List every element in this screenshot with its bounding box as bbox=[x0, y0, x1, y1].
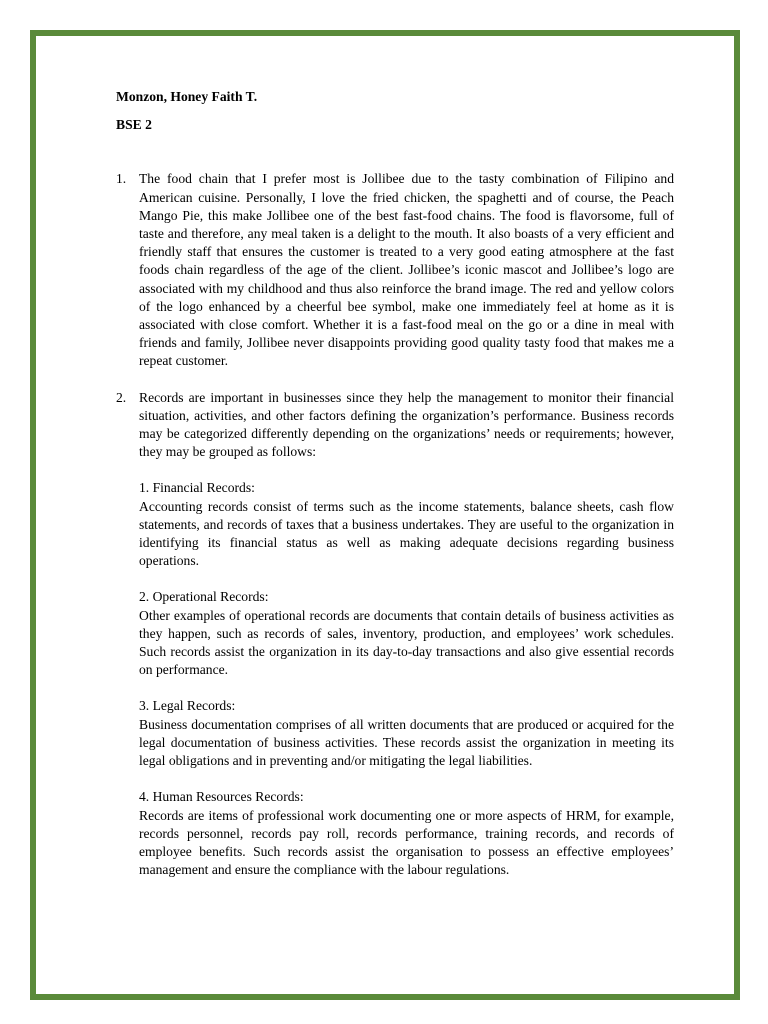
answer-number: 2. bbox=[116, 389, 127, 405]
section-heading: 4. Human Resources Records: bbox=[139, 789, 304, 805]
document-body bbox=[116, 84, 674, 879]
section-heading: 3. Legal Records: bbox=[139, 698, 236, 714]
section-body: Records are items of professional work documenting one or more aspects of HRM, for example, records personnel, records pay roll, records performance, training records, and records of employee benefits. Such records assist the organisation to possess an effective employees’ management and ensure the compliance with the labour regulations. bbox=[139, 807, 674, 878]
section-heading: 1. Financial Records: bbox=[139, 480, 255, 496]
answer-list bbox=[116, 170, 674, 879]
answer-intro: Records are important in businesses since they help the management to monitor their financial situation, activities, and other factors defining the organization’s performance. Business records may be categorized differently depending on the organizations’ needs or requirements; however, they may be grouped as follows: bbox=[139, 389, 674, 460]
record-section-financial bbox=[139, 479, 674, 570]
section-heading: 2. Operational Records: bbox=[139, 589, 269, 605]
section-body: Accounting records consist of terms such as the income statements, balance sheets, cash flow statements, and records of taxes that a business undertakes. They are useful to the organization in identifying its financial status as well as making adequate decisions regarding business operations. bbox=[139, 498, 674, 569]
course-label: BSE 2 bbox=[116, 117, 152, 133]
section-body: Business documentation comprises of all written documents that are produced or acquired for the legal documentation of business activities. These records assist the organization in meeting its legal obligations and in preventing and/or mitigating the legal liabilities. bbox=[139, 716, 674, 769]
answer-text: The food chain that I prefer most is Jollibee due to the tasty combination of Filipino and American cuisine. Personally, I love the fried chicken, the spaghetti and of course, the Peach Mango Pie, this make Jollibee one of the best fast-food chains. The food is flavorsome, full of taste and therefore, any meal taken is a delight to the mouth. It also boasts of a very efficient and friendly staff that ensures the customer is treated to a very good eating atmosphere at the fast foods chain regardless of the age of the client. Jollibee’s iconic mascot and Jollibee’s logo are associated with my childhood and thus also reinforce the brand image. The red and yellow colors of the logo enhanced by a cheerful bee symbol, make one immediately feel at home as it is associated with close comfort. Whether it is a fast-food meal on the go or a dine in meal with friends and family, Jollibee never disappoints providing good quality tasty food that makes me a repeat customer. bbox=[139, 171, 674, 369]
answer-number: 1. bbox=[116, 171, 127, 187]
section-body: Other examples of operational records are documents that contain details of business activities as they happen, such as records of sales, inventory, production, and employees’ work schedules. Such records assist the organization in its day-to-day transactions and also give essential records on performance. bbox=[139, 607, 674, 678]
record-section-operational bbox=[139, 588, 674, 679]
author-name: Monzon, Honey Faith T. bbox=[116, 89, 258, 104]
answer-item-1 bbox=[116, 170, 674, 370]
record-section-legal bbox=[139, 697, 674, 770]
answer-item-2 bbox=[116, 389, 674, 880]
record-section-human-resources bbox=[139, 788, 674, 879]
